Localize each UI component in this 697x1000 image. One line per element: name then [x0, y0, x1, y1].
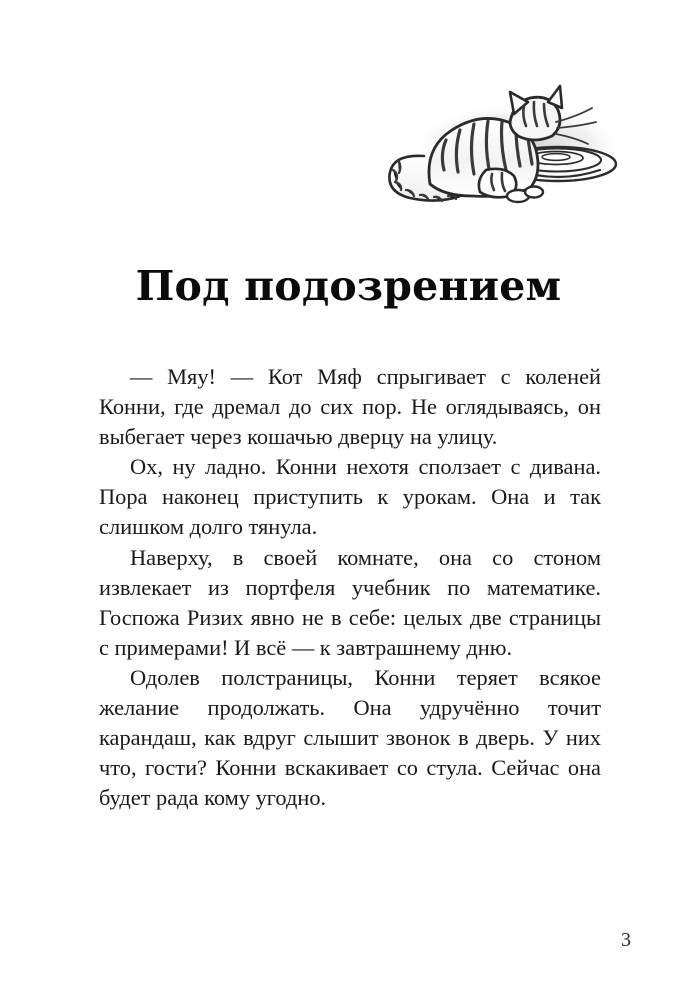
chapter-title: Под подозрением: [135, 262, 562, 311]
paragraph-2: Ох, ну ладно. Конни нехотя сползает с дивана. Пора наконец приступить к урокам. Она и так слишком долго тянула.: [99, 454, 601, 540]
paragraph-4: Одолев полстраницы, Конни теряет всякое желание продолжать. Она удручённо точит карандаш, как вдруг слышит звонок в дверь. У них что, гости? Конни вскакивает со стула. Сейчас она будет рада кому угодно.: [99, 664, 601, 811]
body-text: [99, 362, 601, 813]
paragraph-1: — Мяу! — Кот Мяф спрыгивает с коленей Конни, где дремал до сих пор. Не оглядываясь, он выбегает через кошачью дверцу на улицу.: [99, 364, 601, 450]
page-number: 3: [621, 929, 631, 951]
cat-and-empty-bowl-illustration: [368, 78, 630, 210]
paragraph-3: Наверху, в своей комнате, она со стоном извлекает из портфеля учебник по математике. Госпожа Ризих явно не в себе: целых две страницы с примерами! И всё — к завтрашнему дню.: [99, 544, 601, 660]
